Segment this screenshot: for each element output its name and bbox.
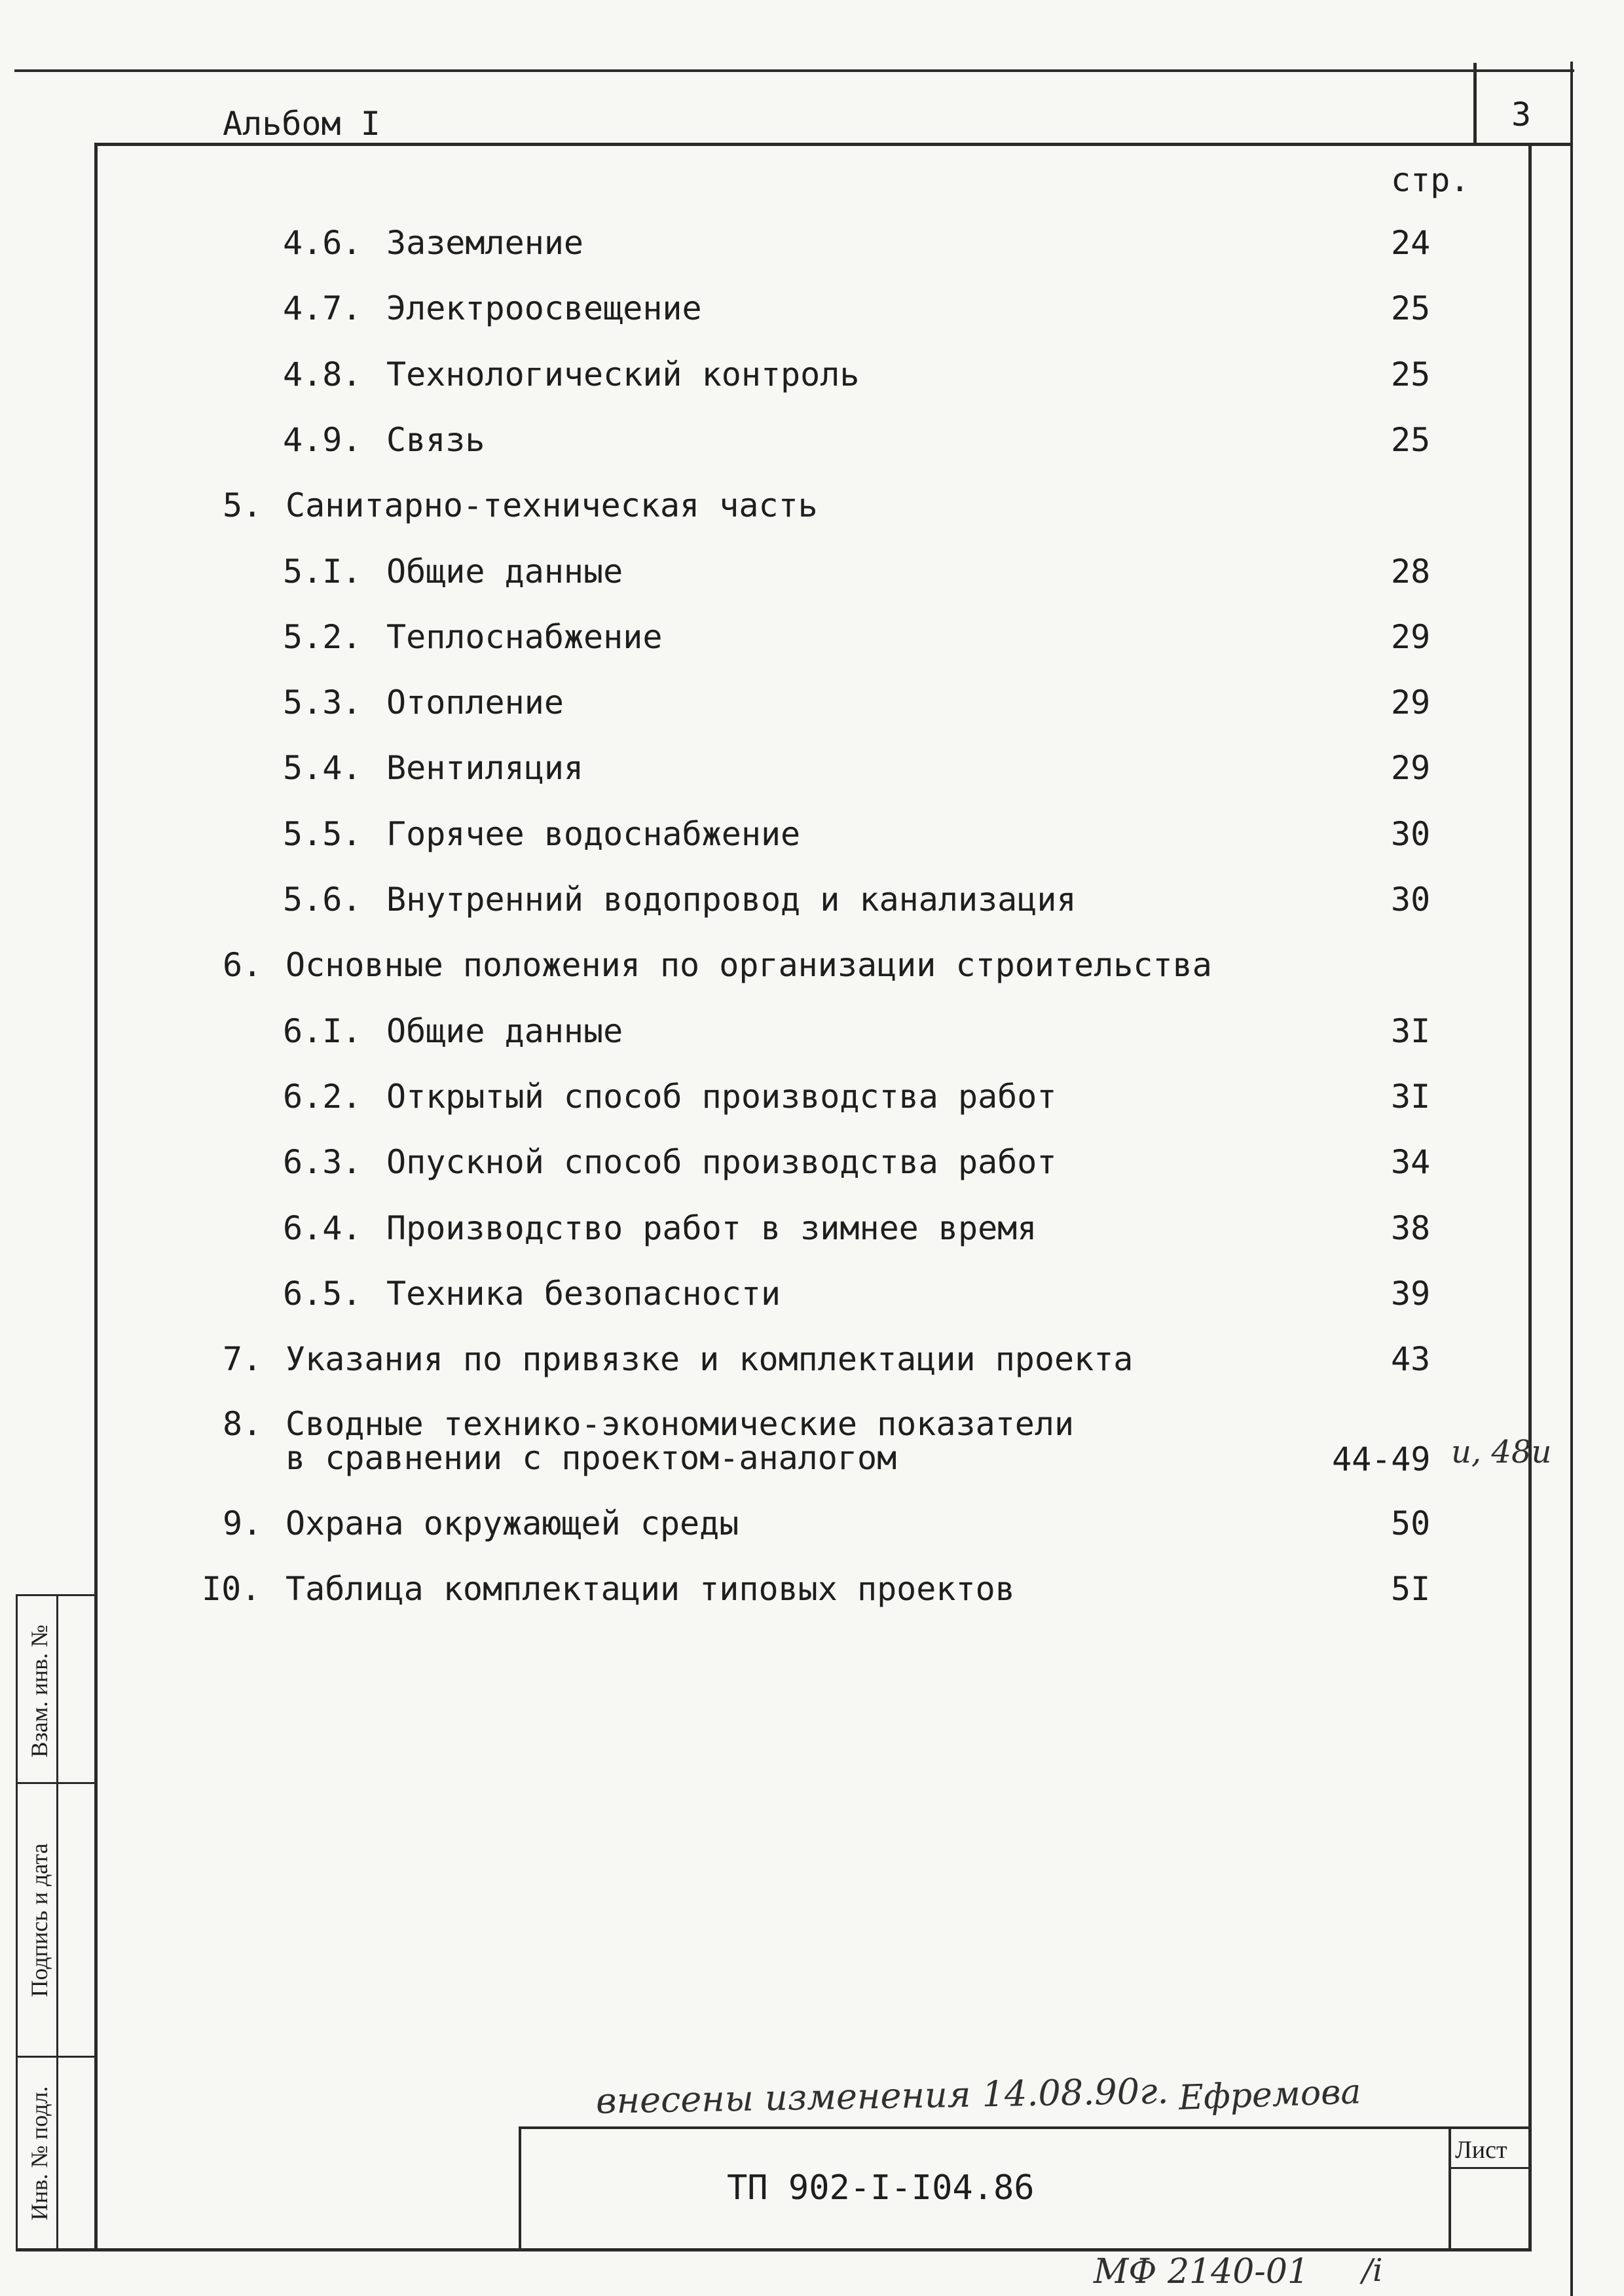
toc-entry-title: Таблица комплектации типовых проектов	[286, 1570, 1015, 1608]
toc-entry-number: 4.7.	[283, 289, 362, 327]
toc-entry-number: 6.	[223, 946, 263, 984]
sidebar-divider-1	[16, 1594, 96, 1596]
album-label: Альбом I	[223, 105, 380, 143]
toc-entry-title: Вентиляция	[386, 749, 584, 787]
toc-entry-number: 5.2.	[283, 618, 362, 656]
footer-stamp: МФ 2140-01	[1094, 2252, 1310, 2291]
toc-subsection	[0, 224, 1624, 279]
sidebar-left-edge	[16, 1594, 18, 2249]
toc-entry-number: 6.5.	[283, 1275, 362, 1313]
toc-entry-number: 5.6.	[283, 881, 362, 919]
toc-entry-page: 25	[1391, 289, 1431, 327]
toc-subsection	[0, 749, 1624, 804]
sidebar-divider-3	[16, 2056, 96, 2058]
toc-entry-title: Внутренний водопровод и канализация	[386, 881, 1077, 919]
toc-entry-page: 3I	[1391, 1012, 1431, 1050]
toc-entry-number: 5.5.	[283, 815, 362, 853]
toc-entry-page: 24	[1391, 224, 1431, 262]
toc-entry-page: 29	[1391, 618, 1431, 656]
toc-entry-title: Общие данные	[386, 1012, 623, 1050]
toc-subsection	[0, 1143, 1624, 1198]
toc-entry-page: 38	[1391, 1209, 1431, 1247]
toc-entry-page: 25	[1391, 421, 1431, 459]
sidebar-inner-edge	[56, 1594, 58, 2249]
sidebar-divider-2	[16, 1782, 96, 1784]
toc-entry-title: Заземление	[386, 224, 584, 262]
toc-entry-number: I0.	[202, 1570, 261, 1608]
handwritten-page-note: и, 48и	[1451, 1434, 1552, 1470]
toc-entry-page: 28	[1391, 553, 1431, 591]
toc-entry-page: 5I	[1391, 1570, 1431, 1608]
title-block-top	[519, 2126, 1531, 2129]
title-block-left	[519, 2126, 521, 2251]
toc-subsection	[0, 883, 1624, 936]
toc-entry-title: Связь	[386, 421, 485, 459]
document-designation: ТП 902-I-I04.86	[727, 2168, 1035, 2208]
toc-entry-number: 5.4.	[283, 749, 362, 787]
toc-entry-number: 5.I.	[283, 553, 362, 591]
toc-entry-title: Сводные технико-экономические показатели	[286, 1405, 1075, 1443]
toc-entry-title-continued: в сравнении с проектом-аналогом	[286, 1439, 897, 1477]
toc-entry-title: Основные положения по организации строительства	[286, 946, 1212, 984]
page-column-header: стр.	[1391, 161, 1470, 199]
change-note: внесены изменения 14.08.90г.	[595, 2070, 1170, 2122]
sheet-label: Лист	[1455, 2136, 1507, 2164]
toc-subsection	[0, 421, 1624, 476]
toc-entry-page: 29	[1391, 749, 1431, 787]
toc-entry-title: Общие данные	[386, 553, 623, 591]
toc-entry-title: Указания по привязке и комплектации проекта	[286, 1340, 1134, 1378]
toc-entry-title: Охрана окружающей среды	[286, 1504, 739, 1542]
toc-entry-page: 3I	[1391, 1078, 1431, 1116]
toc-entry-title: Техника безопасности	[386, 1275, 781, 1313]
toc-subsection	[0, 683, 1624, 738]
footer-mark: /i	[1362, 2252, 1383, 2289]
toc-section	[0, 946, 1624, 1001]
toc-entry-number: 4.8.	[283, 355, 362, 393]
toc-subsection	[0, 1080, 1624, 1133]
toc-entry-title: Теплоснабжение	[386, 618, 663, 656]
toc-entry-page: 50	[1391, 1504, 1431, 1542]
sidebar-original-inv: Инв. № подл.	[26, 2086, 52, 2221]
toc-entry-page: 44-49	[1332, 1440, 1431, 1478]
sheet-number: 3	[1511, 96, 1532, 134]
toc-subsection	[0, 815, 1624, 870]
sheet-cell-left	[1449, 2126, 1451, 2251]
toc-subsection	[0, 289, 1624, 344]
toc-subsection	[0, 1209, 1624, 1264]
toc-entry-number: 5.	[223, 486, 263, 524]
sidebar-signature-date: Подпись и дата	[26, 1843, 52, 1997]
toc-subsection	[0, 1277, 1624, 1330]
toc-entry-number: 6.4.	[283, 1209, 362, 1247]
frame-top	[94, 143, 1573, 146]
toc-entry-page: 39	[1391, 1275, 1431, 1313]
signature: Ефремова	[1178, 2072, 1362, 2118]
frame-bottom	[16, 2248, 1532, 2251]
toc-entry-number: 6.I.	[283, 1012, 362, 1050]
toc-entry-title: Электроосвещение	[386, 289, 702, 327]
toc-entry-page: 34	[1391, 1143, 1431, 1181]
toc-subsection	[0, 555, 1624, 608]
header-divider	[1473, 63, 1477, 144]
toc-entry-page: 30	[1391, 881, 1431, 919]
sidebar-replacement-inv: Взам. инв. №	[26, 1624, 52, 1758]
toc-entry-page: 25	[1391, 355, 1431, 393]
toc-subsection	[0, 1012, 1624, 1067]
toc-entry-title: Производство работ в зимнее время	[386, 1209, 1037, 1247]
toc-entry-page: 29	[1391, 683, 1431, 721]
toc-entry-number: 4.9.	[283, 421, 362, 459]
toc-entry-title: Горячее водоснабжение	[386, 815, 801, 853]
toc-entry-page: 43	[1391, 1340, 1431, 1378]
toc-entry-title: Санитарно-техническая часть	[286, 486, 818, 524]
toc-section	[0, 486, 1624, 541]
toc-entry-page: 30	[1391, 815, 1431, 853]
top-rule	[14, 69, 1574, 72]
toc-entry-number: 6.2.	[283, 1078, 362, 1116]
toc-entry-title: Технологический контроль	[386, 355, 860, 393]
toc-entry-title: Отопление	[386, 683, 564, 721]
toc-entry-number: 9.	[223, 1504, 263, 1542]
toc-entry-number: 4.6.	[283, 224, 362, 262]
toc-entry-number: 8.	[223, 1405, 263, 1443]
toc-entry-number: 6.3.	[283, 1143, 362, 1181]
toc-section	[0, 1340, 1624, 1395]
sheet-cell-divider	[1449, 2167, 1530, 2169]
toc-subsection	[0, 355, 1624, 410]
toc-subsection	[0, 618, 1624, 673]
toc-entry-title: Открытый способ производства работ	[386, 1078, 1057, 1116]
toc-entry-title: Опускной способ производства работ	[386, 1143, 1057, 1181]
toc-entry-number: 7.	[223, 1340, 263, 1378]
toc-entry-number: 5.3.	[283, 683, 362, 721]
